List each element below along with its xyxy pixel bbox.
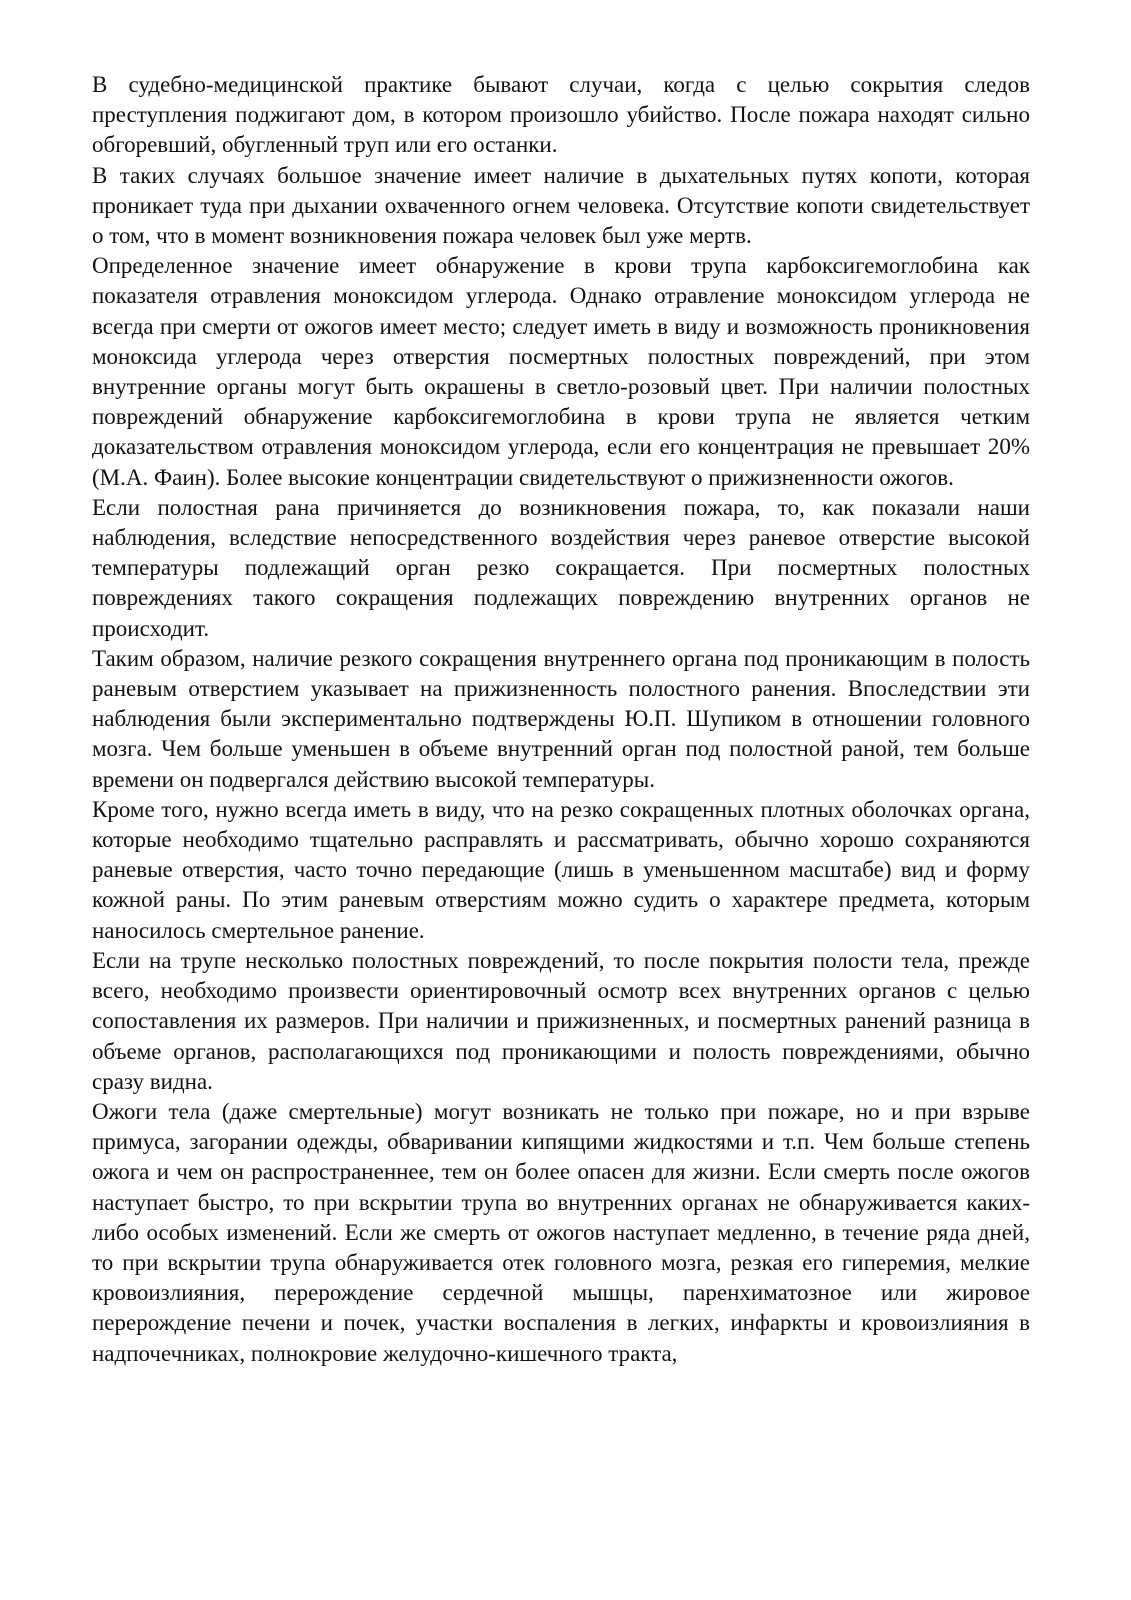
paragraph-carboxyhemoglobin: Определенное значение имеет обнаружение в крови трупа карбоксигемоглобина как показателя отравления моноксидом углерода. Однако отравление моноксидом углерода не всегда при смерти от ожогов имеет место; следует иметь в виду и возможность проникновения моноксида углерода через отверстия посмертных полостных повреждений, при этом внутренние органы могут быть окрашены в светло-розовый цвет. При наличии полостных повреждений обнаружение карбоксигемоглобина в крови трупа не является четким доказательством отравления моноксидом углерода, если его концентрация не превышает 20% (М.А. Фаин). Более высокие концентрации свидетельствуют о прижизненности ожогов. — [92, 253, 1030, 490]
paragraph-arson-cases: В судебно-медицинской практике бывают случаи, когда с целью сокрытия следов преступления поджигают дом, в котором произошло убийство. После пожара находят сильно обгоревший, обугленный труп или его останки. — [92, 72, 1030, 158]
paragraph-organ-contraction: Таким образом, наличие резкого сокращения внутреннего органа под проникающим в полость раневым отверстием указывает на прижизненность полостного ранения. Впоследствии эти наблюдения были экспериментально подтверждены Ю.П. Шупиком в отношении головного мозга. Чем больше уменьшен в объеме внутренний орган под полостной раной, тем больше времени он подвергался действию высокой температуры. — [92, 645, 1030, 792]
paragraph-wound-openings: Кроме того, нужно всегда иметь в виду, что на резко сокращенных плотных оболочках органа, которые необходимо тщательно расправлять и рассматривать, обычно хорошо сохраняются раневые отверстия, часто точно передающие (лишь в уменьшенном масштабе) вид и форму кожной раны. По этим раневым отверстиям можно судить о характере предмета, которым наносилось смертельное ранение. — [92, 796, 1030, 943]
paragraph-burns: Ожоги тела (даже смертельные) могут возникать не только при пожаре, но и при взрыве примуса, загорании одежды, обваривании кипящими жидкостями и т.п. Чем больше степень ожога и чем он распространеннее, тем он более опасен для жизни. Если смерть после ожогов наступает быстро, то при вскрытии трупа во внутренних органах не обнаруживается каких-либо особых изменений. Если же смерть от ожогов наступает медленно, в течение ряда дней, то при вскрытии трупа обнаруживается отек головного мозга, резкая его гиперемия, мелкие кровоизлияния, перерождение сердечной мышцы, паренхиматозное или жировое перерождение печени и почек, участки воспаления в легких, инфаркты и кровоизлияния в надпочечниках, полнокровие желудочно-кишечного тракта, — [92, 1098, 1030, 1366]
document-page — [92, 70, 1030, 1570]
paragraph-multiple-injuries: Если на трупе несколько полостных повреждений, то после покрытия полости тела, прежде всего, необходимо произвести ориентировочный осмотр всех внутренних органов с целью сопоставления их размеров. При наличии и прижизненных, и посмертных ранений разница в объеме органов, располагающихся под проникающими и полость повреждениями, обычно сразу видна. — [92, 947, 1030, 1094]
paragraph-wound-before-fire: Если полостная рана причиняется до возникновения пожара, то, как показали наши наблюдения, вследствие непосредственного воздействия через раневое отверстие высокой температуры подлежащий орган резко сокращается. При посмертных полостных повреждениях такого сокращения подлежащих повреждению внутренних органов не происходит. — [92, 494, 1030, 641]
paragraph-soot-in-airways: В таких случаях большое значение имеет наличие в дыхательных путях копоти, которая проникает туда при дыхании охваченного огнем человека. Отсутствие копоти свидетельствует о том, что в момент возникновения пожара человек был уже мертв. — [92, 162, 1030, 249]
